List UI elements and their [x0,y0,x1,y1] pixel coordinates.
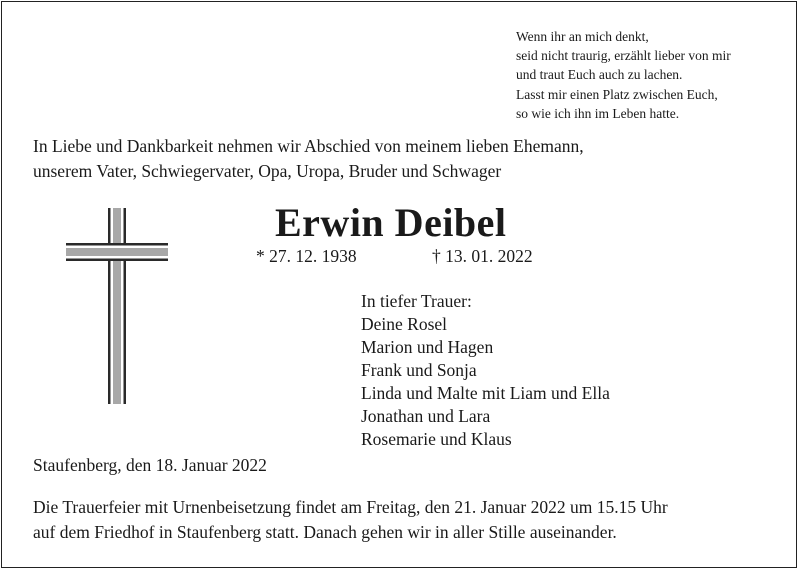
mourner-item: Deine Rosel [361,314,448,334]
funeral-line: Die Trauerfeier mit Urnenbeisetzung findet am Freitag, den 21. Januar 2022 um 15.15 Uhr [33,497,668,517]
poem-line: seid nicht traurig, erzählt lieber von mir [516,48,731,64]
poem-line: so wie ich ihn im Leben hatte. [516,105,680,121]
funeral-info [33,495,783,545]
intro-line: unserem Vater, Schwiegervater, Opa, Uropa, Bruder und Schwager [33,161,502,181]
intro-line: In Liebe und Dankbarkeit nehmen wir Abschied von meinem lieben Ehemann, [33,136,584,156]
poem-line: und traut Euch auch zu lachen. [516,67,683,83]
mourner-item: Frank und Sonja [361,360,477,380]
cross-icon [64,206,170,406]
death-date: † 13. 01. 2022 [432,246,533,266]
mourners-heading: In tiefer Trauer: [361,291,472,311]
poem [516,27,786,123]
funeral-line: auf dem Friedhof in Staufenberg statt. Danach gehen wir in aller Stille auseinander. [33,522,617,542]
mourner-item: Marion und Hagen [361,337,494,357]
poem-line: Wenn ihr an mich denkt, [516,29,649,44]
intro-text [33,134,773,184]
poem-line: Lasst mir einen Platz zwischen Euch, [516,86,718,102]
place-date: Staufenberg, den 18. Januar 2022 [33,455,267,475]
mourner-item: Jonathan und Lara [361,406,491,426]
deceased-name: Erwin Deibel [275,200,507,245]
mourners-list [361,290,610,451]
mourner-item: Rosemarie und Klaus [361,429,512,449]
mourner-item: Linda und Malte mit Liam und Ella [361,383,610,403]
birth-date: * 27. 12. 1938 [256,246,357,266]
